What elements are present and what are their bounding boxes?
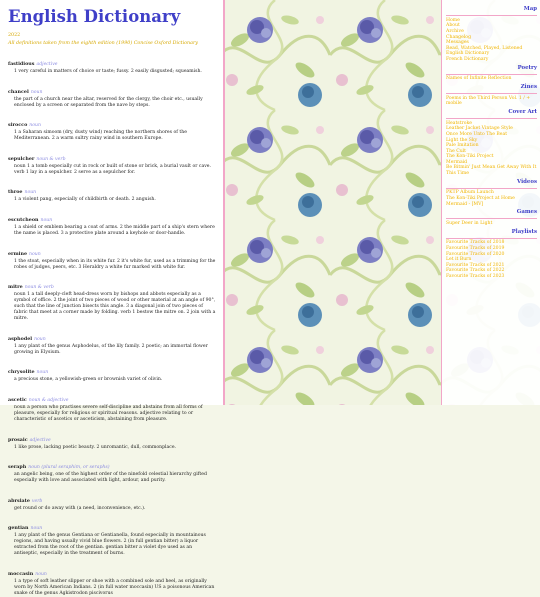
entry-part-of-speech: noun <box>36 370 49 376</box>
entry-headword: seraph <box>8 464 27 471</box>
dictionary-entry <box>8 426 217 451</box>
entry-headword: sepulcher <box>8 155 35 162</box>
sidebar-link[interactable]: Favourite Tracks of 2020 <box>446 251 505 257</box>
sidebar-link[interactable]: Leather Jacket Vintage Style <box>446 126 513 132</box>
sidebar-link[interactable]: Mermaid - [MV] <box>446 201 484 207</box>
entry-part-of-speech: noun & adjective <box>28 397 69 403</box>
entry-definition: noun a person who practises severe self-discipline and abstains from all forms of pleasure, especially for religious or spiritual reasons. adjective relating to or characteristic of ascetics or asceticism, abstaining from pleasure. <box>14 404 203 422</box>
sidebar-link[interactable]: Heatstroke <box>446 120 472 126</box>
sidebar-link[interactable]: Pale Imitation <box>446 143 479 149</box>
dictionary-entry-list <box>8 50 217 597</box>
dictionary-entry <box>8 206 217 237</box>
sidebar-section <box>446 209 537 226</box>
entry-definition: an angelic being, one of the highest order of the ninefold celestial hierarchy gifted especially with love and associated with light, ardour, and purity. <box>14 472 207 484</box>
sidebar-link[interactable]: This Time <box>446 171 469 177</box>
entry-definition: noun 1 a tomb especially cut in rock or built of stone or brick, a burial vault or cave. verb 1 lay in a sepulcher. 2 serve as a sepulcher for. <box>14 163 211 175</box>
year-label: 2022 <box>8 32 21 38</box>
sidebar-link[interactable]: Favourite Tracks of 2023 <box>446 273 505 279</box>
section-divider <box>446 188 537 189</box>
sidebar-link[interactable]: Light the Sky <box>446 137 478 143</box>
sidebar-section <box>446 109 537 177</box>
dictionary-entry <box>8 78 217 109</box>
sidebar-link[interactable]: The Kon-Tiki Project at Home <box>446 196 515 202</box>
dictionary-entry <box>8 487 217 512</box>
sidebar-link[interactable]: Read, Watched, Played, Listened <box>446 45 523 51</box>
entry-part-of-speech: noun <box>24 190 37 196</box>
section-divider <box>446 15 537 16</box>
sidebar-link[interactable]: Home <box>446 17 460 23</box>
entry-headword: chrysolite <box>8 369 35 376</box>
main-content <box>0 0 225 596</box>
entry-part-of-speech: noun & verb <box>36 156 66 162</box>
sidebar-link[interactable]: English Dictionary <box>446 51 490 57</box>
sidebar-link[interactable]: The Kon-Tiki Project <box>446 154 494 160</box>
entry-definition: 1 a type of soft leather slipper or shoe with a combined sole and heel, as originally worn by North American Indians. 2 (in full water moccasin) US a poisonous American snake of the genus Agkistrodon piscivorus <box>14 578 215 596</box>
entry-headword: throe <box>8 189 23 196</box>
page-title: English Dictionary <box>8 7 181 26</box>
entry-part-of-speech: noun <box>34 336 46 342</box>
entry-headword: fastidious <box>8 60 35 67</box>
entry-definition: 1 any plant of the genus Asphodelus, of the lily family. 2 poetic; an immortal flower growing in Elysium. <box>14 343 208 355</box>
section-divider <box>446 238 537 239</box>
sidebar-link[interactable]: Favourite Tracks of 2018 <box>446 240 505 246</box>
entry-headword: escutcheon <box>8 216 39 223</box>
dictionary-entry <box>8 111 217 142</box>
dictionary-entry <box>8 358 217 383</box>
sidebar-link[interactable]: Let it Burn <box>446 257 472 263</box>
entry-headword: mitre <box>8 284 23 291</box>
dictionary-entry <box>8 453 217 484</box>
entry-part-of-speech: noun (plural seraphim, or seraphs) <box>28 465 110 471</box>
entry-part-of-speech: adjective <box>36 61 58 67</box>
entry-headword: asphodel <box>8 335 33 342</box>
entry-part-of-speech: noun <box>29 123 41 129</box>
section-divider <box>446 74 537 75</box>
entry-definition: 1 like prose, lacking poetic beauty. 2 unromantic, dull, commonplace. <box>14 444 177 450</box>
entry-headword: abrsiate <box>8 497 30 504</box>
sidebar-section-title: Videos <box>517 178 537 185</box>
entry-headword: prosaic <box>8 436 28 443</box>
sidebar-section-title: Zines <box>520 83 537 90</box>
entry-definition: noun 1 a tall deeply-cleft head-dress worn by bishops and abbots especially as a symbol of office. 2 the joint of two pieces of wood or other material at an angle of 90°, such that the line of junction bisects this angle. 3 a diagonal join of two pieces of fabric that meet at a corner made by folding. verb 1 bestow the mitre on. 2 join with a mitre. <box>14 292 216 322</box>
entry-part-of-speech: noun <box>30 89 43 95</box>
sidebar-section-title: Cover Art <box>508 108 537 115</box>
sidebar-section <box>446 84 537 107</box>
dictionary-entry <box>8 325 217 356</box>
sidebar-section-title: Games <box>516 209 537 216</box>
sidebar-section <box>446 179 537 208</box>
sidebar-link[interactable]: About <box>446 23 460 29</box>
dictionary-entry <box>8 386 217 423</box>
entry-headword: ascetic <box>8 396 27 403</box>
sidebar-link[interactable]: Archive <box>446 28 464 34</box>
entry-definition: get round or do away with (a need, inconvenience, etc.). <box>14 505 146 511</box>
entry-part-of-speech: noun & verb <box>24 285 54 291</box>
entry-part-of-speech: adjective <box>29 437 51 443</box>
entry-definition: 1 a shield or emblem bearing a coat of arms. 2 the middle part of a ship's stern where the name is placed. 3 a protective plate around a keyhole or door-handle. <box>14 224 215 236</box>
entry-part-of-speech: verb <box>31 498 43 504</box>
entry-definition: a precious stone, a yellowish-green or brownish variet of olivin. <box>14 377 163 383</box>
sidebar-link[interactable]: Super Deer in Light <box>446 221 493 227</box>
sidebar-link[interactable]: Be Bitmin' Just Mean Get Away With It <box>446 165 537 171</box>
sidebar-link[interactable]: Favourite Tracks of 2019 <box>446 246 505 252</box>
sidebar-link[interactable]: Once More Unto The Beat <box>446 131 508 137</box>
entry-headword: chancel <box>8 88 29 95</box>
section-divider <box>446 93 537 94</box>
entry-definition: 1 any plant of the genus Gentiana or Gentianella, found especially in mountainous regions, and having usually vivid blue flowers. 2 (in full gentian bitter) a liquor extracted from the root of the gentian. gentian bitter a violet dye used as an antiseptic, especially in the treatment of burns. <box>14 533 206 557</box>
sidebar-section <box>446 6 537 63</box>
dictionary-entry <box>8 178 217 203</box>
sidebar-link[interactable]: The Cult <box>446 148 466 154</box>
sidebar-link[interactable]: Messages <box>446 40 469 46</box>
sidebar-link[interactable]: French Dictionary <box>446 56 489 62</box>
sidebar-link[interactable]: PKTP Album Launch <box>446 190 494 196</box>
sidebar-link[interactable]: Mermaid <box>446 159 468 165</box>
sidebar-link[interactable]: Poems in the Third Person Vol. 1 / + mobile <box>446 95 531 107</box>
dictionary-entry <box>8 514 217 557</box>
sidebar-section <box>446 65 537 82</box>
entry-headword: gentian <box>8 525 29 532</box>
sidebar-link[interactable]: Names of Infinite Reflection <box>446 76 512 82</box>
entry-part-of-speech: noun <box>40 217 53 223</box>
section-divider <box>446 118 537 119</box>
entry-part-of-speech: noun <box>30 526 43 532</box>
dictionary-entry <box>8 273 217 322</box>
entry-headword: ermine <box>8 250 28 257</box>
dictionary-entry <box>8 560 217 597</box>
sidebar-link[interactable]: Favourite Tracks of 2021 <box>446 262 505 268</box>
sidebar-link[interactable]: Changelog <box>446 34 472 40</box>
sidebar-section-title: Map <box>523 6 537 12</box>
entry-definition: 1 a violent pang, especially of childbirth or death. 2 anguish. <box>14 197 156 203</box>
dictionary-entry <box>8 50 217 75</box>
sidebar-navigation <box>441 0 540 405</box>
entry-part-of-speech: noun <box>29 251 41 257</box>
entry-headword: sirocco <box>8 122 28 129</box>
entry-definition: 1 a Saharan simoom (dry, dusty wind) reaching the northern shores of the Mediterranean. 2 a warm sultry rainy wind in southern Europe. <box>14 130 187 142</box>
entry-definition: 1 very careful in matters of choice or taste; fussy. 2 easily disgusted; squeamish. <box>14 68 202 74</box>
entry-part-of-speech: noun <box>35 571 47 577</box>
dictionary-entry <box>8 240 217 271</box>
entry-headword: moccasin <box>8 570 34 577</box>
entry-definition: the part of a church near the altar, reserved for the clergy, the choir etc., usually enclosed by a screen or separated from the nave by steps. <box>14 96 203 108</box>
sidebar-section-title: Playlists <box>511 228 537 235</box>
page-subtitle: All definitions taken from the eighth edition (1990) Concise Oxford Dictionary <box>8 40 198 46</box>
sidebar-section <box>446 229 537 280</box>
section-divider <box>446 218 537 219</box>
sidebar-link[interactable]: Favourite Tracks of 2022 <box>446 268 505 274</box>
entry-definition: 1 the stoat, especially when in its white fur. 2 it's white fur, used as a trimming for the robes of judges, peers, etc. 3 Heraldry a white fur marked with white fur. <box>14 258 216 270</box>
dictionary-entry <box>8 145 217 176</box>
sidebar-section-title: Poetry <box>517 64 537 71</box>
